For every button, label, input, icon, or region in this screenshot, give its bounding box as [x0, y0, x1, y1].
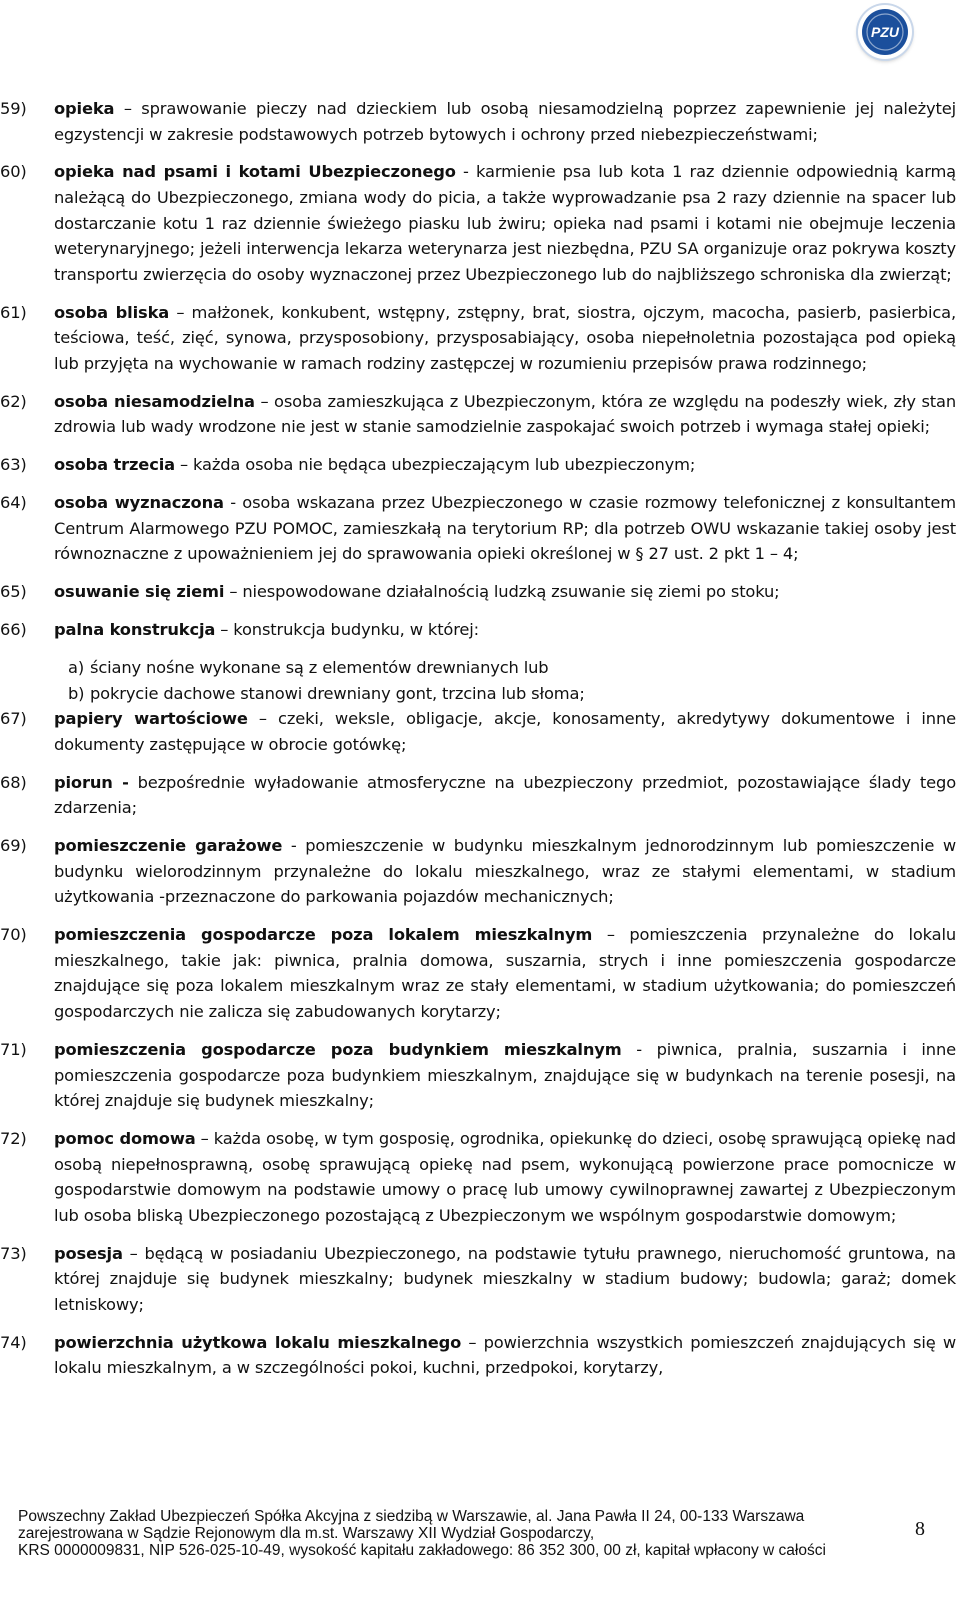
definitions-list	[0, 96, 960, 1393]
definition-text: - karmienie psa lub kota 1 raz dziennie odpowiednią karmą należącą do Ubezpieczonego, zmiana wody do picia, a także wyprowadzanie psa 2 razy dziennie na spacer lub dostarczanie kotu 1 raz dziennie świeżego piasku lub żwiru; opieka nad psami i kotami nie obejmuje leczenia weterynaryjnego; jeżeli interwencja lekarza weterynarza jest niezbędna, PZU SA organizuje oraz pokrywa koszty transportu zwierzęcia do osoby wyznaczonej przez Ubezpieczonego lub do najbliższego schroniska dla zwierząt;	[54, 162, 956, 284]
sublist-item-b	[68, 681, 960, 707]
definition-number: 60)	[0, 162, 27, 182]
definition-text: – będącą w posiadaniu Ubezpieczonego, na podstawie tytułu prawnego, nieruchomość gruntowa, na której znajduje się budynek mieszkalny; budynek mieszkalny w stadium budowy; budowla; garaż; domek letniskowy;	[54, 1243, 956, 1314]
definition-number: 64)	[0, 493, 27, 513]
definition-text: – czeki, weksle, obligacje, akcje, konosamenty, akredytywy dokumentowe i inne dokumenty zastępujące w obrocie gotówkę;	[54, 709, 956, 754]
definition-text: – każda osoba nie będąca ubezpieczającym lub ubezpieczonym;	[174, 455, 696, 475]
definition-text: – osoba zamieszkująca z Ubezpieczonym, która ze względu na podeszły wiek, zły stan zdrowia lub wady wrodzone nie jest w stanie samodzielnie zaspokajać swoich potrzeb i wymaga stałej opieki;	[54, 391, 957, 437]
sublist-item-a	[68, 655, 960, 681]
definition-74	[0, 1330, 960, 1381]
definition-number: 61)	[0, 302, 27, 322]
definition-65	[0, 579, 960, 605]
definition-number: 72)	[0, 1129, 27, 1149]
definition-term: osoba wyznaczona	[54, 493, 224, 513]
definition-term: pomieszczenia gospodarcze poza budynkiem mieszkalnym	[54, 1039, 622, 1059]
definition-number: 62)	[0, 391, 27, 411]
sublist-text: pokrycie dachowe stanowi drewniany gont, trzcina lub słoma;	[90, 683, 585, 703]
definition-text: – powierzchnia wszystkich pomieszczeń znajdujących się w lokalu mieszkalnym, a w szczególności pokoi, kuchni, przedpokoi, korytarzy,	[54, 1332, 956, 1378]
definition-term: pomoc domowa	[54, 1129, 196, 1149]
definition-term: opieka	[54, 99, 115, 118]
definition-number: 70)	[0, 925, 27, 945]
definition-number: 74)	[0, 1332, 27, 1352]
footer-registration-line: zarejestrowana w Sądzie Rejonowym dla m.st. Warszawy XII Wydział Gospodarczy,	[18, 1525, 595, 1542]
definition-66-sublist	[0, 655, 960, 706]
page-footer	[18, 1508, 918, 1559]
definition-number: 65)	[0, 582, 27, 602]
page-number: 8	[915, 1518, 925, 1540]
definition-term: papiery wartościowe	[54, 709, 248, 729]
definition-number: 68)	[0, 772, 27, 792]
definition-71	[0, 1037, 960, 1114]
sublist-text: ściany nośne wykonane są z elementów drewnianych lub	[90, 658, 549, 678]
footer-krs-line: KRS 0000009831, NIP 526-025-10-49, wysokość kapitału zakładowego: 86 352 300, 00 zł, kapitał wpłacony w całości	[18, 1542, 826, 1559]
definition-term: pomieszczenia gospodarcze poza lokalem mieszkalnym	[54, 925, 593, 945]
definition-term: opieka nad psami i kotami Ubezpieczonego	[54, 162, 456, 182]
definition-number: 71)	[0, 1039, 27, 1059]
pzu-logo-icon	[858, 5, 912, 59]
definition-text: - piwnica, pralnia, suszarnia i inne pomieszczenia gospodarcze poza budynkiem mieszkalnym, znajdujące się w budynkach na terenie posesji, na której znajduje się budynek mieszkalny;	[54, 1039, 956, 1111]
definition-term: osoba niesamodzielna	[54, 391, 255, 411]
definition-term: powierzchnia użytkowa lokalu mieszkalnego	[54, 1332, 462, 1352]
definition-text: - pomieszczenie w budynku mieszkalnym jednorodzinnym lub pomieszczenie w budynku wielorodzinnym przynależne do lokalu mieszkalnego, wraz ze stałymi elementami, w stadium użytkowania -przeznaczone do parkowania pojazdów mechanicznych;	[54, 836, 957, 907]
pzu-logo	[858, 5, 912, 59]
definition-number: 69)	[0, 836, 27, 856]
definition-term: piorun -	[54, 772, 129, 792]
definition-59	[0, 96, 960, 147]
definition-72	[0, 1126, 960, 1228]
definition-number: 63)	[0, 455, 27, 475]
definition-number: 73)	[0, 1243, 27, 1263]
definition-62	[0, 389, 960, 440]
definition-text: – każda osobę, w tym gosposię, ogrodnika, opiekunkę do dzieci, osobę sprawującą opiekę nad osobą niepełnosprawną, osobę sprawującą opiekę nad psem, wykonującą powierzone prace pomocnicze w gospodarstwie domowym na podstawie umowy o pracę lub umowy cywilnoprawnej zawartej z Ubezpieczonym lub osoba bliską Ubezpieczonego pozostającą z Ubezpieczonym we wspólnym gospodarstwie domowym;	[54, 1129, 956, 1225]
definition-68	[0, 770, 960, 821]
definition-term: osuwanie się ziemi	[54, 582, 225, 602]
sublist-label: a)	[68, 658, 85, 678]
definition-73	[0, 1241, 960, 1318]
definition-number: 67)	[0, 709, 27, 729]
definition-term: posesja	[54, 1243, 123, 1263]
definition-text: - osoba wskazana przez Ubezpieczonego w czasie rozmowy telefonicznej z konsultantem Centrum Alarmowego PZU POMOC, zamieszkałą na terytorium RP; dla potrzeb OWU wskazanie takiej osoby jest równoznaczne z upoważnieniem jej do sprawowania opieki określonej w § 27 ust. 2 pkt 1 – 4;	[54, 493, 956, 564]
definition-66	[0, 617, 960, 643]
definition-text: – konstrukcja budynku, w której:	[215, 620, 480, 640]
definition-61	[0, 300, 960, 377]
definition-67	[0, 706, 960, 757]
definition-text: – pomieszczenia przynależne do lokalu mieszkalnego, takie jak: piwnica, pralnia domowa, suszarnia, strych i inne pomieszczenia gospodarcze znajdujące się poza lokalem mieszkalnym wraz ze stały elementami, w stadium użytkowania; do pomieszczeń gospodarczych nie zalicza się zabudowanych korytarzy;	[54, 925, 956, 1022]
definition-term: palna konstrukcja	[54, 620, 216, 640]
definition-text: – niespowodowane działalnością ludzką zsuwanie się ziemi po stoku;	[224, 582, 780, 602]
definition-number: 66)	[0, 620, 27, 640]
sublist-label: b)	[68, 683, 85, 703]
definition-term: osoba trzecia	[54, 455, 175, 475]
definition-63	[0, 452, 960, 478]
definition-69	[0, 833, 960, 910]
definition-60	[0, 159, 960, 287]
definition-text: – małżonek, konkubent, wstępny, zstępny, brat, siostra, ojczym, macocha, pasierb, pasierbica, teściowa, teść, zięć, synowa, przysposobiony, przysposabiający, osoba niepełnoletnia pozostająca pod opieką lub przyjęta na wychowanie w ramach rodziny zastępczej w rozumieniu przepisów prawa rodzinnego;	[54, 302, 956, 373]
definition-number: 59)	[0, 99, 27, 118]
definition-term: osoba bliska	[54, 302, 170, 322]
definition-70	[0, 922, 960, 1024]
definition-64	[0, 490, 960, 567]
definition-text: – sprawowanie pieczy nad dzieckiem lub osobą niesamodzielną poprzez zapewnienie jej należytej egzystencji w zakresie podstawowych potrzeb bytowych i ochrony przed niebezpieczeństwami;	[54, 99, 956, 144]
svg-text:PZU: PZU	[871, 24, 899, 40]
definition-text: bezpośrednie wyładowanie atmosferyczne na ubezpieczony przedmiot, pozostawiające ślady tego zdarzenia;	[54, 772, 957, 818]
footer-company-line: Powszechny Zakład Ubezpieczeń Spółka Akcyjna z siedzibą w Warszawie, al. Jana Pawła II 24, 00-133 Warszawa	[18, 1508, 805, 1525]
definition-term: pomieszczenie garażowe	[54, 836, 283, 856]
